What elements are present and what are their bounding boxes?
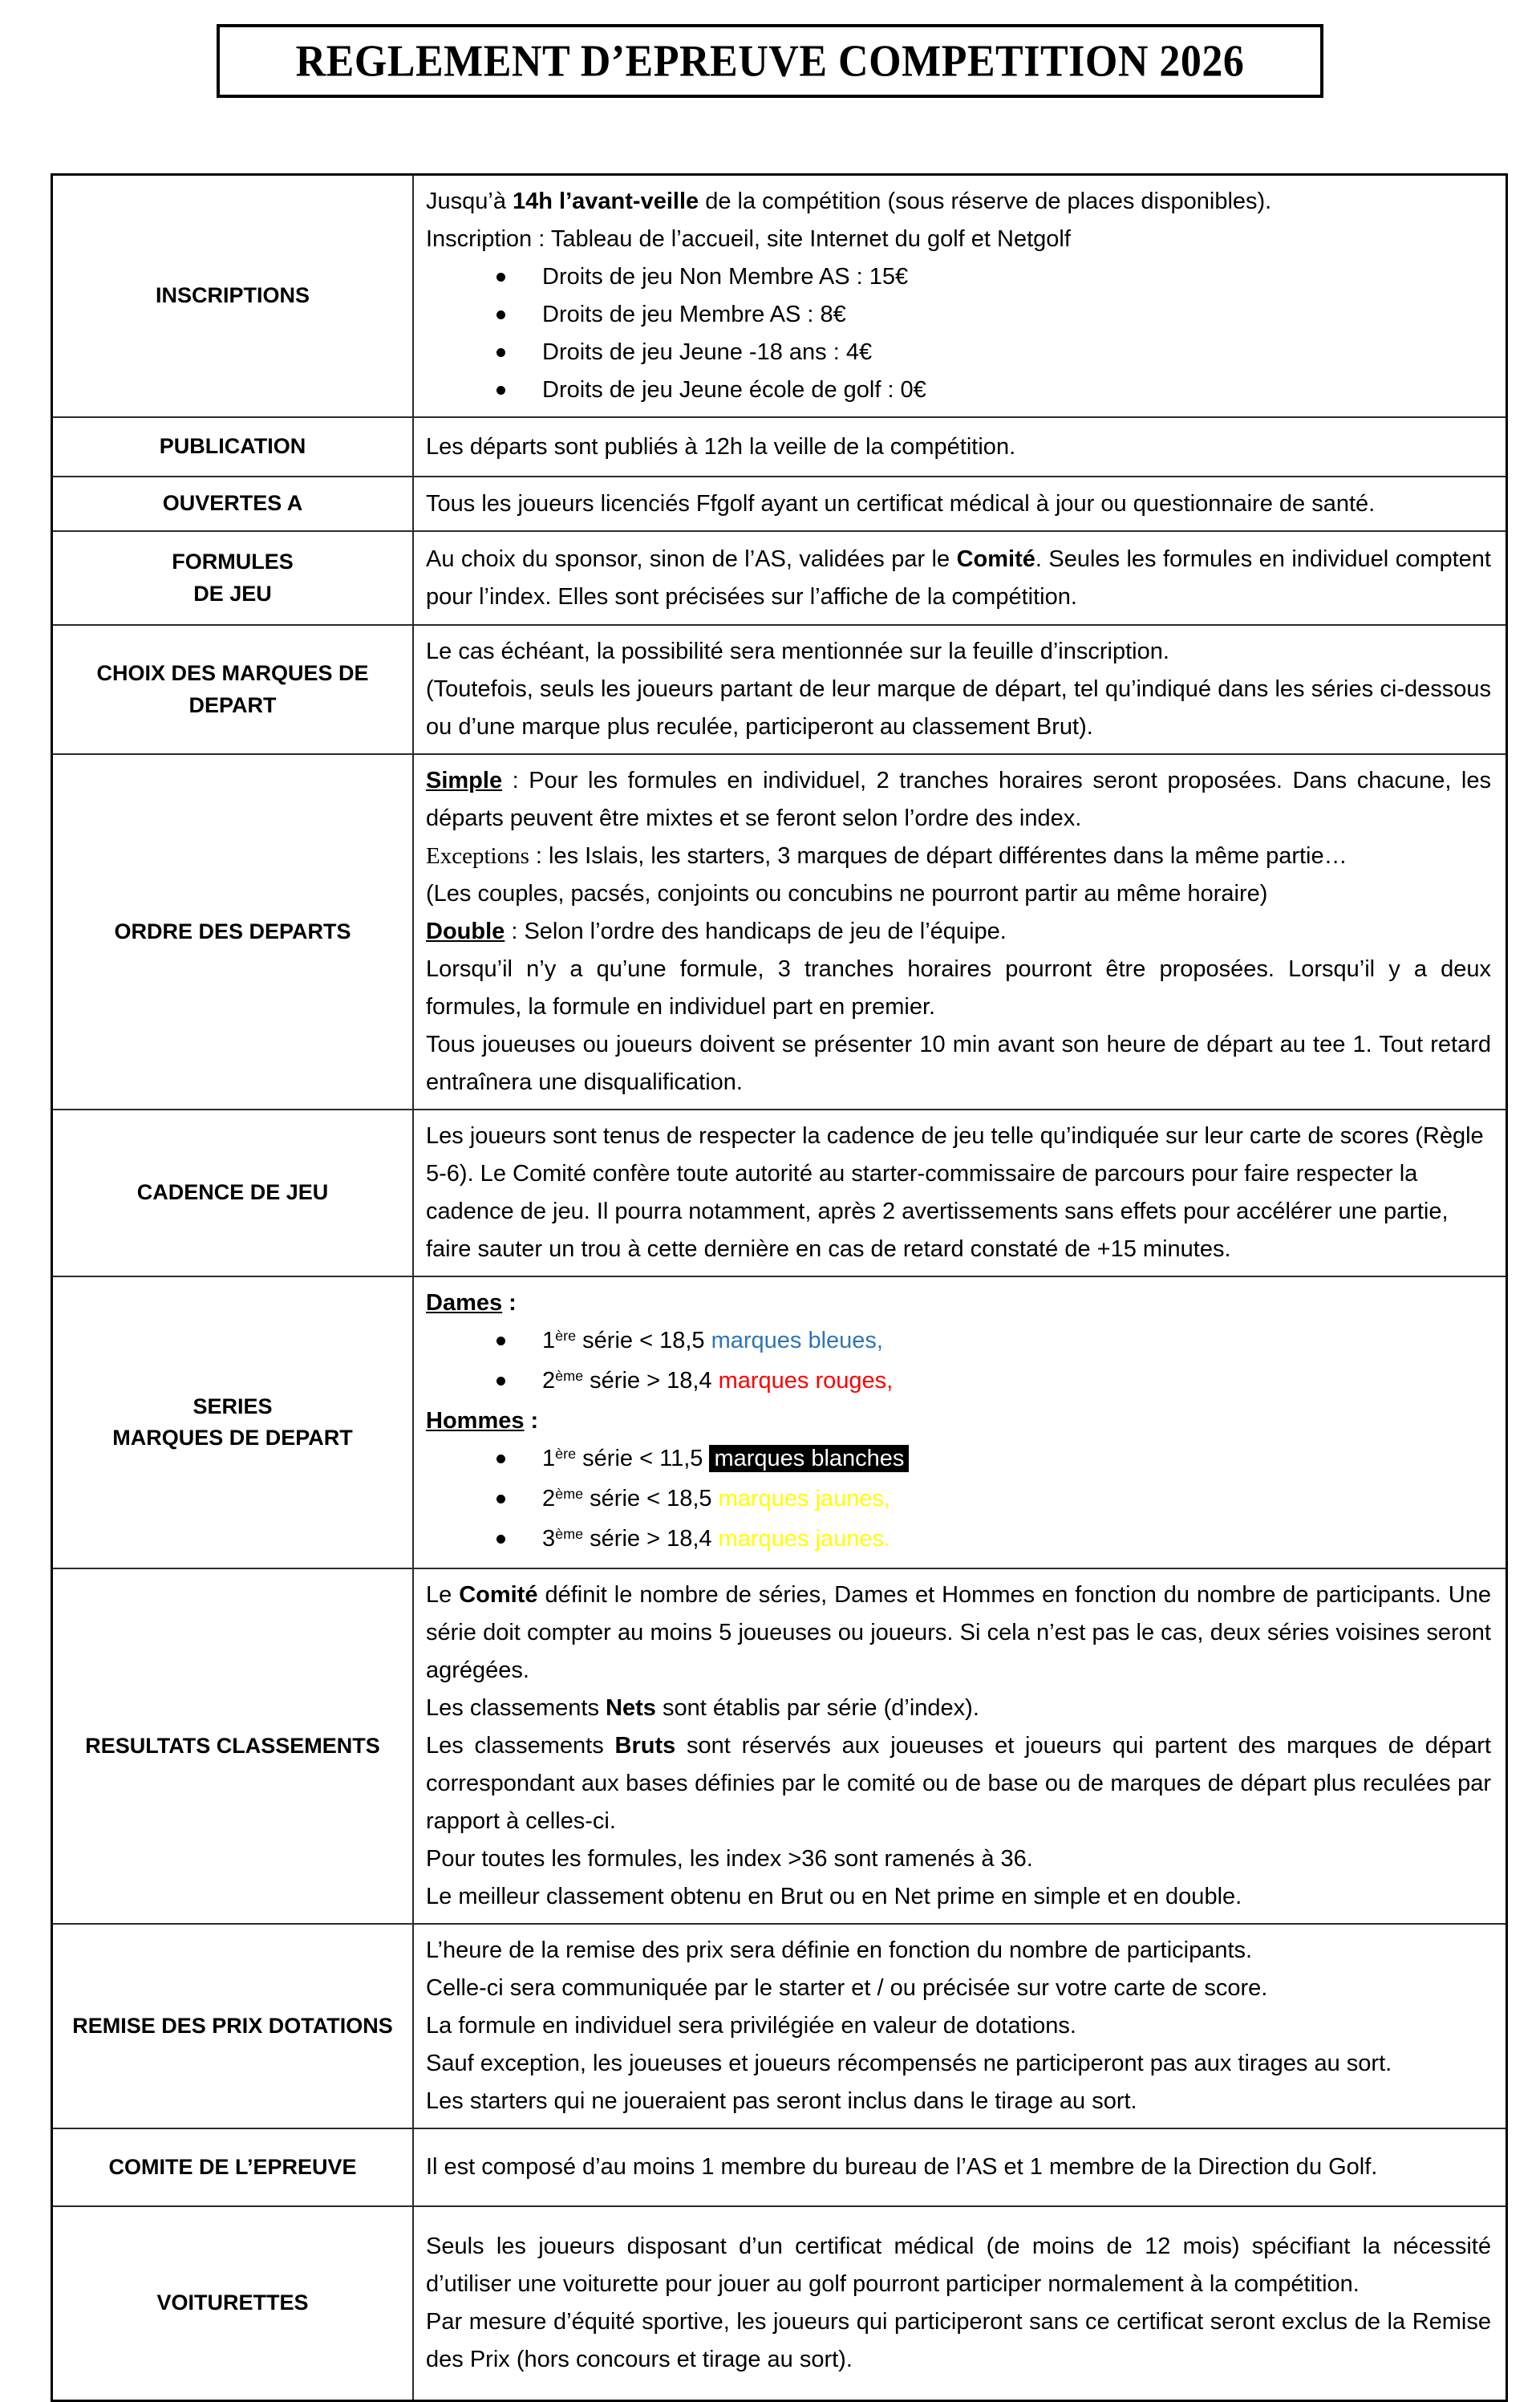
paragraph — [426, 2228, 1491, 2303]
row-cadence-de-jeu — [53, 1110, 1506, 1277]
row-content-publication — [414, 418, 1506, 476]
text-run: Les starters qui ne joueraient pas seront inclus dans le tirage au sort. — [426, 2088, 1137, 2114]
row-choix-marques-depart — [53, 626, 1506, 755]
text-run: Au choix du sponsor, sinon de l’AS, validées par le Comité. Seules les formules en individuel comptent pour l’index. Elles sont précisées sur l’affiche de la compétition. — [426, 546, 1491, 610]
bullet-item — [426, 1520, 1491, 1560]
text-run: 2ème série > 18,4 marques rouges, — [542, 1368, 894, 1394]
paragraph — [426, 633, 1491, 671]
bullet-icon — [496, 1535, 505, 1544]
bullet-icon — [496, 310, 505, 319]
text-run: 2ème série < 18,5 marques jaunes, — [542, 1486, 890, 1511]
bullet-icon — [496, 386, 505, 395]
text-run: Droits de jeu Jeune -18 ans : 4€ — [542, 339, 873, 365]
bullet-item — [426, 371, 1491, 409]
row-content-voiturettes — [414, 2207, 1506, 2400]
document-title-box — [217, 24, 1323, 98]
paragraph — [426, 2303, 1491, 2379]
text-run: Les départs sont publiés à 12h la veille de la compétition. — [426, 433, 1016, 460]
paragraph — [426, 1118, 1491, 1268]
text-run: Droits de jeu Membre AS : 8€ — [542, 302, 846, 327]
paragraph — [426, 838, 1491, 875]
paragraph — [426, 2045, 1491, 2083]
paragraph — [426, 1402, 1491, 1440]
paragraph — [426, 671, 1491, 746]
text-run: Lorsqu’il n’y a qu’une formule, 3 tranches horaires pourront être proposées. Lorsqu’il y a deux formules, la formule en individuel part en premier. — [426, 956, 1491, 1020]
bullet-icon — [496, 348, 505, 357]
bullet-icon — [496, 273, 505, 282]
row-label-remise-des-prix: REMISE DES PRIX DOTATIONS — [53, 1925, 414, 2128]
text-run: Il est composé d’au moins 1 membre du bureau de l’AS et 1 membre de la Direction du Golf. — [426, 2154, 1378, 2180]
row-label-resultats-classements: RESULTATS CLASSEMENTS — [53, 1569, 414, 1923]
text-run: Droits de jeu Jeune école de golf : 0€ — [542, 377, 926, 403]
paragraph — [426, 1026, 1491, 1102]
bullet-item — [426, 334, 1491, 371]
paragraph — [426, 913, 1491, 951]
text-run: Le Comité définit le nombre de séries, Dames et Hommes en fonction du nombre de participants. Une série doit compter au moins 5 joueuses ou joueurs. Si cela n’est pas le cas, deux séries voisines seront agrégées. — [426, 1582, 1491, 1683]
row-content-series-marques-depart — [414, 1277, 1506, 1568]
row-label-publication: PUBLICATION — [53, 418, 414, 476]
row-series-marques-depart — [53, 1277, 1506, 1569]
row-content-inscriptions — [414, 176, 1506, 416]
text-run: Les joueurs sont tenus de respecter la cadence de jeu telle qu’indiquée sur leur carte de scores (Règle 5-6). Le Comité confère toute autorité au starter-commissaire de parcours pour faire respecter la cadence de jeu. Il pourra notamment, après 2 avertissements sans effets pour accélérer une partie, faire sauter un trou à cette dernière en cas de retard constaté de +15 minutes. — [426, 1123, 1484, 1262]
row-content-comite-epreuve — [414, 2129, 1506, 2205]
row-ouvertes-a — [53, 477, 1506, 532]
row-label-series-marques-depart: SERIES MARQUES DE DEPART — [53, 1277, 414, 1568]
paragraph — [426, 1576, 1491, 1690]
paragraph — [426, 541, 1491, 616]
row-label-inscriptions: INSCRIPTIONS — [53, 176, 414, 416]
text-run: Tous joueuses ou joueurs doivent se présenter 10 min avant son heure de départ au tee 1. Tout retard entraînera une disqualification. — [426, 1032, 1491, 1095]
paragraph — [426, 762, 1491, 838]
row-comite-epreuve — [53, 2129, 1506, 2207]
row-content-choix-marques-depart — [414, 626, 1506, 753]
row-label-cadence-de-jeu: CADENCE DE JEU — [53, 1110, 414, 1276]
row-label-ouvertes-a: OUVERTES A — [53, 477, 414, 530]
page-title: REGLEMENT D’EPREUVE COMPETITION 2026 — [295, 36, 1245, 86]
paragraph — [426, 221, 1491, 258]
paragraph — [426, 1878, 1491, 1916]
text-run: Dames : — [426, 1290, 517, 1316]
bullet-item — [426, 1322, 1491, 1362]
bullet-item — [426, 258, 1491, 296]
row-label-comite-epreuve: COMITE DE L’EPREUVE — [53, 2129, 414, 2205]
paragraph — [426, 1970, 1491, 2007]
paragraph — [426, 875, 1491, 913]
bullet-icon — [496, 1495, 505, 1503]
row-ordre-des-departs — [53, 755, 1506, 1110]
paragraph — [426, 1690, 1491, 1727]
row-content-formules-de-jeu — [414, 532, 1506, 624]
text-run: Simple : Pour les formules en individuel, 2 tranches horaires seront proposées. Dans chacune, les départs peuvent être mixtes et se feront selon l’ordre des index. — [426, 768, 1491, 831]
row-publication — [53, 418, 1506, 477]
text-run: Jusqu’à 14h l’avant-veille de la compétition (sous réserve de places disponibles). — [426, 189, 1272, 214]
paragraph — [426, 1284, 1491, 1322]
paragraph — [426, 2083, 1491, 2120]
row-label-choix-marques-depart: CHOIX DES MARQUES DE DEPART — [53, 626, 414, 753]
text-run: 3ème série > 18,4 marques jaunes. — [542, 1526, 890, 1552]
text-run: La formule en individuel sera privilégiée en valeur de dotations. — [426, 2013, 1076, 2039]
text-run: 1ère série < 11,5 marques blanches — [542, 1440, 909, 1480]
text-run: L’heure de la remise des prix sera définie en fonction du nombre de participants. — [426, 1937, 1253, 1963]
text-run: 1ère série < 18,5 marques bleues, — [542, 1328, 883, 1353]
row-formules-de-jeu — [53, 532, 1506, 626]
paragraph — [426, 485, 1491, 523]
text-run: Celle-ci sera communiquée par le starter et / ou précisée sur votre carte de score. — [426, 1975, 1268, 2001]
bullet-item — [426, 296, 1491, 334]
row-content-cadence-de-jeu — [414, 1110, 1506, 1276]
paragraph — [426, 428, 1491, 466]
row-label-formules-de-jeu: FORMULES DE JEU — [53, 532, 414, 624]
paragraph — [426, 951, 1491, 1026]
text-run: Les classements Bruts sont réservés aux joueuses et joueurs qui partent des marques de départ correspondant aux bases définies par le comité ou de base ou de marques de départ plus reculées par rapport à celles-ci. — [426, 1733, 1491, 1834]
paragraph — [426, 2148, 1491, 2186]
bullet-item — [426, 1362, 1491, 1402]
row-content-ouvertes-a — [414, 477, 1506, 530]
row-resultats-classements — [53, 1569, 1506, 1925]
row-label-voiturettes: VOITURETTES — [53, 2207, 414, 2400]
row-content-ordre-des-departs — [414, 755, 1506, 1109]
paragraph — [426, 1932, 1491, 1970]
text-run: Les classements Nets sont établis par série (d’index). — [426, 1695, 979, 1721]
text-run: Seuls les joueurs disposant d’un certificat médical (de moins de 12 mois) spécifiant la nécessité d’utiliser une voiturette pour jouer au golf pourront participer normalement à la compétition. — [426, 2234, 1491, 2297]
text-run: Hommes : — [426, 1408, 539, 1434]
row-remise-des-prix — [53, 1925, 1506, 2129]
text-run: Inscription : Tableau de l’accueil, site Internet du golf et Netgolf — [426, 226, 1071, 252]
row-voiturettes — [53, 2207, 1506, 2400]
text-run: Droits de jeu Non Membre AS : 15€ — [542, 264, 909, 290]
paragraph — [426, 183, 1491, 221]
text-run: Tous les joueurs licenciés Ffgolf ayant un certificat médical à jour ou questionnaire de santé. — [426, 490, 1376, 517]
bullet-icon — [496, 1337, 505, 1345]
bullet-icon — [496, 1377, 505, 1386]
paragraph — [426, 1727, 1491, 1840]
paragraph — [426, 1840, 1491, 1878]
text-run: Le meilleur classement obtenu en Brut ou en Net prime en simple et en double. — [426, 1884, 1242, 1909]
text-run: Pour toutes les formules, les index >36 sont ramenés à 36. — [426, 1846, 1033, 1872]
row-inscriptions — [53, 176, 1506, 418]
bullet-icon — [496, 1455, 505, 1463]
row-label-ordre-des-departs: ORDRE DES DEPARTS — [53, 755, 414, 1109]
text-run: Sauf exception, les joueuses et joueurs récompensés ne participeront pas aux tirages au sort. — [426, 2051, 1392, 2076]
bullet-item — [426, 1480, 1491, 1520]
bullet-item — [426, 1440, 1491, 1480]
text-run: (Les couples, pacsés, conjoints ou concubins ne pourront partir au même horaire) — [426, 881, 1268, 907]
rules-table — [51, 173, 1508, 2402]
row-content-remise-des-prix — [414, 1925, 1506, 2128]
paragraph — [426, 2007, 1491, 2045]
text-run: Exceptions : les Islais, les starters, 3 marques de départ différentes dans la même partie… — [426, 843, 1348, 869]
text-run: (Toutefois, seuls les joueurs partant de leur marque de départ, tel qu’indiqué dans les séries ci-dessous ou d’une marque plus reculée, participeront au classement Brut). — [426, 676, 1491, 740]
text-run: Le cas échéant, la possibilité sera mentionnée sur la feuille d’inscription. — [426, 639, 1169, 664]
row-content-resultats-classements — [414, 1569, 1506, 1923]
text-run: Double : Selon l’ordre des handicaps de jeu de l’équipe. — [426, 919, 1007, 944]
text-run: Par mesure d’équité sportive, les joueurs qui participeront sans ce certificat seront exclus de la Remise des Prix (hors concours et tirage au sort). — [426, 2309, 1491, 2372]
